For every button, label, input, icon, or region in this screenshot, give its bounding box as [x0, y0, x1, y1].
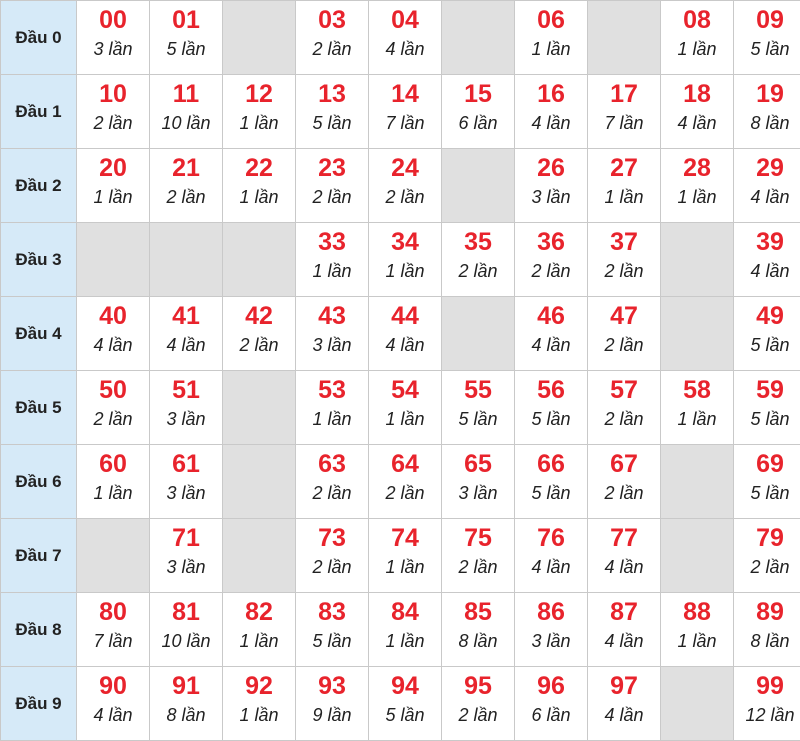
- number-value: 57: [588, 375, 660, 405]
- number-cell: [515, 297, 588, 371]
- number-cell: [661, 75, 734, 149]
- number-cell: [150, 519, 223, 593]
- occurrence-count: 10 lần: [150, 112, 222, 134]
- number-cell: [734, 445, 800, 519]
- number-value: 81: [150, 597, 222, 627]
- number-cell: [223, 149, 296, 223]
- empty-cell: [661, 667, 734, 741]
- number-cell: [296, 667, 369, 741]
- number-value: 88: [661, 597, 733, 627]
- number-value: 61: [150, 449, 222, 479]
- number-cell: [588, 445, 661, 519]
- occurrence-count: 6 lần: [442, 112, 514, 134]
- number-cell: [150, 445, 223, 519]
- number-cell: [588, 75, 661, 149]
- number-cell: [296, 519, 369, 593]
- number-value: 41: [150, 301, 222, 331]
- number-cell: [442, 519, 515, 593]
- table-row: [1, 667, 800, 741]
- occurrence-count: 2 lần: [588, 260, 660, 282]
- occurrence-count: 2 lần: [77, 408, 149, 430]
- number-value: 47: [588, 301, 660, 331]
- number-cell: [77, 667, 150, 741]
- occurrence-count: 5 lần: [296, 630, 368, 652]
- occurrence-count: 4 lần: [661, 112, 733, 134]
- occurrence-count: 1 lần: [296, 408, 368, 430]
- number-value: 64: [369, 449, 441, 479]
- number-cell: [442, 371, 515, 445]
- occurrence-count: 3 lần: [296, 334, 368, 356]
- occurrence-count: 5 lần: [734, 334, 800, 356]
- number-value: 92: [223, 671, 295, 701]
- occurrence-count: 2 lần: [369, 482, 441, 504]
- number-value: 34: [369, 227, 441, 257]
- number-cell: [734, 593, 800, 667]
- number-cell: [223, 667, 296, 741]
- number-value: 21: [150, 153, 222, 183]
- empty-cell: [661, 519, 734, 593]
- occurrence-count: 1 lần: [223, 112, 295, 134]
- number-cell: [588, 593, 661, 667]
- number-value: 83: [296, 597, 368, 627]
- number-value: 40: [77, 301, 149, 331]
- occurrence-count: 2 lần: [296, 482, 368, 504]
- number-cell: [661, 593, 734, 667]
- empty-cell: [77, 223, 150, 297]
- row-header: Đầu 8: [1, 593, 77, 667]
- number-cell: [150, 75, 223, 149]
- number-cell: [369, 223, 442, 297]
- number-value: 15: [442, 79, 514, 109]
- occurrence-count: 6 lần: [515, 704, 587, 726]
- number-value: 55: [442, 375, 514, 405]
- number-value: 51: [150, 375, 222, 405]
- number-value: 35: [442, 227, 514, 257]
- occurrence-count: 1 lần: [77, 186, 149, 208]
- empty-cell: [223, 519, 296, 593]
- occurrence-count: 5 lần: [369, 704, 441, 726]
- occurrence-count: 8 lần: [734, 630, 800, 652]
- occurrence-count: 2 lần: [442, 556, 514, 578]
- number-value: 49: [734, 301, 800, 331]
- occurrence-count: 4 lần: [77, 704, 149, 726]
- number-cell: [77, 445, 150, 519]
- number-cell: [223, 75, 296, 149]
- occurrence-count: 10 lần: [150, 630, 222, 652]
- occurrence-count: 1 lần: [661, 38, 733, 60]
- number-cell: [150, 593, 223, 667]
- occurrence-count: 4 lần: [515, 556, 587, 578]
- occurrence-count: 5 lần: [734, 408, 800, 430]
- empty-cell: [223, 445, 296, 519]
- occurrence-count: 1 lần: [296, 260, 368, 282]
- occurrence-count: 2 lần: [442, 260, 514, 282]
- number-value: 09: [734, 5, 800, 35]
- number-cell: [515, 1, 588, 75]
- number-cell: [150, 149, 223, 223]
- number-cell: [369, 371, 442, 445]
- number-cell: [442, 667, 515, 741]
- occurrence-count: 1 lần: [515, 38, 587, 60]
- number-value: 53: [296, 375, 368, 405]
- row-header: Đầu 4: [1, 297, 77, 371]
- occurrence-count: 5 lần: [734, 482, 800, 504]
- occurrence-count: 7 lần: [77, 630, 149, 652]
- occurrence-count: 1 lần: [77, 482, 149, 504]
- row-header: Đầu 3: [1, 223, 77, 297]
- occurrence-count: 4 lần: [369, 334, 441, 356]
- occurrence-count: 2 lần: [588, 334, 660, 356]
- number-cell: [661, 371, 734, 445]
- number-value: 80: [77, 597, 149, 627]
- occurrence-count: 1 lần: [661, 630, 733, 652]
- occurrence-count: 8 lần: [150, 704, 222, 726]
- number-value: 36: [515, 227, 587, 257]
- occurrence-count: 1 lần: [223, 186, 295, 208]
- number-value: 75: [442, 523, 514, 553]
- number-cell: [77, 75, 150, 149]
- empty-cell: [223, 371, 296, 445]
- number-cell: [296, 1, 369, 75]
- number-value: 73: [296, 523, 368, 553]
- number-cell: [442, 223, 515, 297]
- occurrence-count: 2 lần: [296, 186, 368, 208]
- occurrence-count: 4 lần: [150, 334, 222, 356]
- number-value: 54: [369, 375, 441, 405]
- occurrence-count: 2 lần: [588, 408, 660, 430]
- empty-cell: [661, 445, 734, 519]
- number-cell: [77, 371, 150, 445]
- occurrence-count: 1 lần: [369, 260, 441, 282]
- number-value: 63: [296, 449, 368, 479]
- number-value: 37: [588, 227, 660, 257]
- number-value: 29: [734, 153, 800, 183]
- number-cell: [150, 1, 223, 75]
- empty-cell: [150, 223, 223, 297]
- occurrence-count: 3 lần: [150, 556, 222, 578]
- number-cell: [588, 519, 661, 593]
- number-cell: [369, 593, 442, 667]
- occurrence-count: 5 lần: [442, 408, 514, 430]
- number-cell: [588, 297, 661, 371]
- number-value: 11: [150, 79, 222, 109]
- row-header: Đầu 6: [1, 445, 77, 519]
- occurrence-count: 4 lần: [734, 186, 800, 208]
- number-value: 23: [296, 153, 368, 183]
- number-value: 50: [77, 375, 149, 405]
- occurrence-count: 3 lần: [442, 482, 514, 504]
- number-cell: [77, 149, 150, 223]
- number-value: 33: [296, 227, 368, 257]
- occurrence-count: 2 lần: [515, 260, 587, 282]
- number-cell: [734, 149, 800, 223]
- table-row: [1, 1, 800, 75]
- number-cell: [515, 223, 588, 297]
- number-cell: [369, 445, 442, 519]
- occurrence-count: 3 lần: [515, 186, 587, 208]
- number-cell: [296, 297, 369, 371]
- number-cell: [442, 593, 515, 667]
- number-value: 97: [588, 671, 660, 701]
- number-value: 93: [296, 671, 368, 701]
- occurrence-count: 4 lần: [588, 630, 660, 652]
- number-value: 77: [588, 523, 660, 553]
- number-value: 65: [442, 449, 514, 479]
- occurrence-count: 5 lần: [515, 408, 587, 430]
- number-cell: [515, 371, 588, 445]
- empty-cell: [77, 519, 150, 593]
- number-value: 66: [515, 449, 587, 479]
- number-value: 96: [515, 671, 587, 701]
- occurrence-count: 2 lần: [734, 556, 800, 578]
- number-value: 91: [150, 671, 222, 701]
- occurrence-count: 7 lần: [588, 112, 660, 134]
- occurrence-count: 1 lần: [369, 408, 441, 430]
- occurrence-count: 8 lần: [442, 630, 514, 652]
- number-cell: [588, 149, 661, 223]
- row-header: Đầu 7: [1, 519, 77, 593]
- number-value: 69: [734, 449, 800, 479]
- occurrence-count: 2 lần: [588, 482, 660, 504]
- number-cell: [77, 1, 150, 75]
- occurrence-count: 5 lần: [150, 38, 222, 60]
- number-value: 17: [588, 79, 660, 109]
- empty-cell: [442, 297, 515, 371]
- occurrence-count: 4 lần: [77, 334, 149, 356]
- occurrence-count: 2 lần: [77, 112, 149, 134]
- empty-cell: [588, 1, 661, 75]
- number-value: 00: [77, 5, 149, 35]
- occurrence-count: 1 lần: [223, 630, 295, 652]
- number-value: 14: [369, 79, 441, 109]
- number-cell: [296, 223, 369, 297]
- number-cell: [515, 667, 588, 741]
- empty-cell: [223, 1, 296, 75]
- number-cell: [661, 1, 734, 75]
- occurrence-count: 2 lần: [223, 334, 295, 356]
- occurrence-count: 5 lần: [296, 112, 368, 134]
- row-header: Đầu 9: [1, 667, 77, 741]
- number-cell: [369, 297, 442, 371]
- occurrence-count: 9 lần: [296, 704, 368, 726]
- number-value: 67: [588, 449, 660, 479]
- number-value: 89: [734, 597, 800, 627]
- number-value: 26: [515, 153, 587, 183]
- row-header: Đầu 0: [1, 1, 77, 75]
- number-cell: [588, 667, 661, 741]
- number-value: 19: [734, 79, 800, 109]
- number-value: 44: [369, 301, 441, 331]
- occurrence-count: 4 lần: [588, 704, 660, 726]
- number-value: 16: [515, 79, 587, 109]
- number-cell: [296, 75, 369, 149]
- number-value: 95: [442, 671, 514, 701]
- number-value: 79: [734, 523, 800, 553]
- number-cell: [588, 223, 661, 297]
- number-value: 24: [369, 153, 441, 183]
- occurrence-count: 12 lần: [734, 704, 800, 726]
- number-cell: [661, 149, 734, 223]
- number-cell: [515, 445, 588, 519]
- occurrence-count: 2 lần: [296, 38, 368, 60]
- occurrence-count: 4 lần: [369, 38, 441, 60]
- number-value: 46: [515, 301, 587, 331]
- number-cell: [150, 297, 223, 371]
- empty-cell: [661, 223, 734, 297]
- number-value: 13: [296, 79, 368, 109]
- occurrence-count: 2 lần: [296, 556, 368, 578]
- occurrence-count: 3 lần: [515, 630, 587, 652]
- empty-cell: [223, 223, 296, 297]
- table-row: [1, 297, 800, 371]
- number-value: 94: [369, 671, 441, 701]
- number-value: 27: [588, 153, 660, 183]
- number-cell: [734, 75, 800, 149]
- number-value: 43: [296, 301, 368, 331]
- occurrence-count: 2 lần: [369, 186, 441, 208]
- number-cell: [296, 445, 369, 519]
- occurrence-count: 7 lần: [369, 112, 441, 134]
- number-cell: [77, 297, 150, 371]
- number-cell: [369, 75, 442, 149]
- number-value: 82: [223, 597, 295, 627]
- occurrence-count: 2 lần: [442, 704, 514, 726]
- number-cell: [734, 667, 800, 741]
- row-header: Đầu 5: [1, 371, 77, 445]
- number-value: 84: [369, 597, 441, 627]
- number-cell: [734, 297, 800, 371]
- number-value: 99: [734, 671, 800, 701]
- number-value: 74: [369, 523, 441, 553]
- number-value: 12: [223, 79, 295, 109]
- occurrence-count: 4 lần: [588, 556, 660, 578]
- number-cell: [150, 667, 223, 741]
- number-value: 59: [734, 375, 800, 405]
- number-value: 71: [150, 523, 222, 553]
- number-cell: [369, 519, 442, 593]
- number-cell: [296, 371, 369, 445]
- number-cell: [223, 297, 296, 371]
- occurrence-count: 8 lần: [734, 112, 800, 134]
- number-value: 28: [661, 153, 733, 183]
- occurrence-count: 5 lần: [515, 482, 587, 504]
- table-row: [1, 445, 800, 519]
- number-value: 39: [734, 227, 800, 257]
- number-value: 56: [515, 375, 587, 405]
- table-row: [1, 371, 800, 445]
- number-value: 10: [77, 79, 149, 109]
- number-value: 22: [223, 153, 295, 183]
- number-value: 18: [661, 79, 733, 109]
- number-cell: [734, 371, 800, 445]
- number-value: 76: [515, 523, 587, 553]
- number-value: 85: [442, 597, 514, 627]
- occurrence-count: 3 lần: [150, 408, 222, 430]
- occurrence-count: 4 lần: [515, 112, 587, 134]
- number-value: 20: [77, 153, 149, 183]
- frequency-table-body: [1, 1, 800, 741]
- occurrence-count: 2 lần: [150, 186, 222, 208]
- number-value: 90: [77, 671, 149, 701]
- empty-cell: [661, 297, 734, 371]
- occurrence-count: 3 lần: [77, 38, 149, 60]
- number-cell: [734, 519, 800, 593]
- number-cell: [296, 149, 369, 223]
- number-cell: [442, 445, 515, 519]
- number-cell: [515, 75, 588, 149]
- number-cell: [515, 149, 588, 223]
- row-header: Đầu 1: [1, 75, 77, 149]
- occurrence-count: 4 lần: [734, 260, 800, 282]
- occurrence-count: 1 lần: [661, 408, 733, 430]
- occurrence-count: 1 lần: [369, 630, 441, 652]
- number-value: 60: [77, 449, 149, 479]
- table-row: [1, 593, 800, 667]
- number-cell: [515, 593, 588, 667]
- number-cell: [77, 593, 150, 667]
- number-value: 86: [515, 597, 587, 627]
- number-cell: [369, 1, 442, 75]
- number-cell: [515, 519, 588, 593]
- number-cell: [734, 1, 800, 75]
- number-value: 58: [661, 375, 733, 405]
- number-cell: [734, 223, 800, 297]
- number-cell: [296, 593, 369, 667]
- row-header: Đầu 2: [1, 149, 77, 223]
- table-row: [1, 149, 800, 223]
- occurrence-count: 4 lần: [515, 334, 587, 356]
- occurrence-count: 1 lần: [661, 186, 733, 208]
- table-row: [1, 75, 800, 149]
- number-cell: [588, 371, 661, 445]
- number-cell: [223, 593, 296, 667]
- table-row: [1, 223, 800, 297]
- table-row: [1, 519, 800, 593]
- empty-cell: [442, 149, 515, 223]
- number-value: 06: [515, 5, 587, 35]
- number-value: 03: [296, 5, 368, 35]
- occurrence-count: 3 lần: [150, 482, 222, 504]
- number-value: 42: [223, 301, 295, 331]
- occurrence-count: 1 lần: [223, 704, 295, 726]
- number-cell: [369, 149, 442, 223]
- number-value: 08: [661, 5, 733, 35]
- empty-cell: [442, 1, 515, 75]
- occurrence-count: 1 lần: [369, 556, 441, 578]
- number-value: 87: [588, 597, 660, 627]
- occurrence-count: 5 lần: [734, 38, 800, 60]
- number-cell: [369, 667, 442, 741]
- number-value: 04: [369, 5, 441, 35]
- occurrence-count: 1 lần: [588, 186, 660, 208]
- number-value: 01: [150, 5, 222, 35]
- number-cell: [150, 371, 223, 445]
- number-cell: [442, 75, 515, 149]
